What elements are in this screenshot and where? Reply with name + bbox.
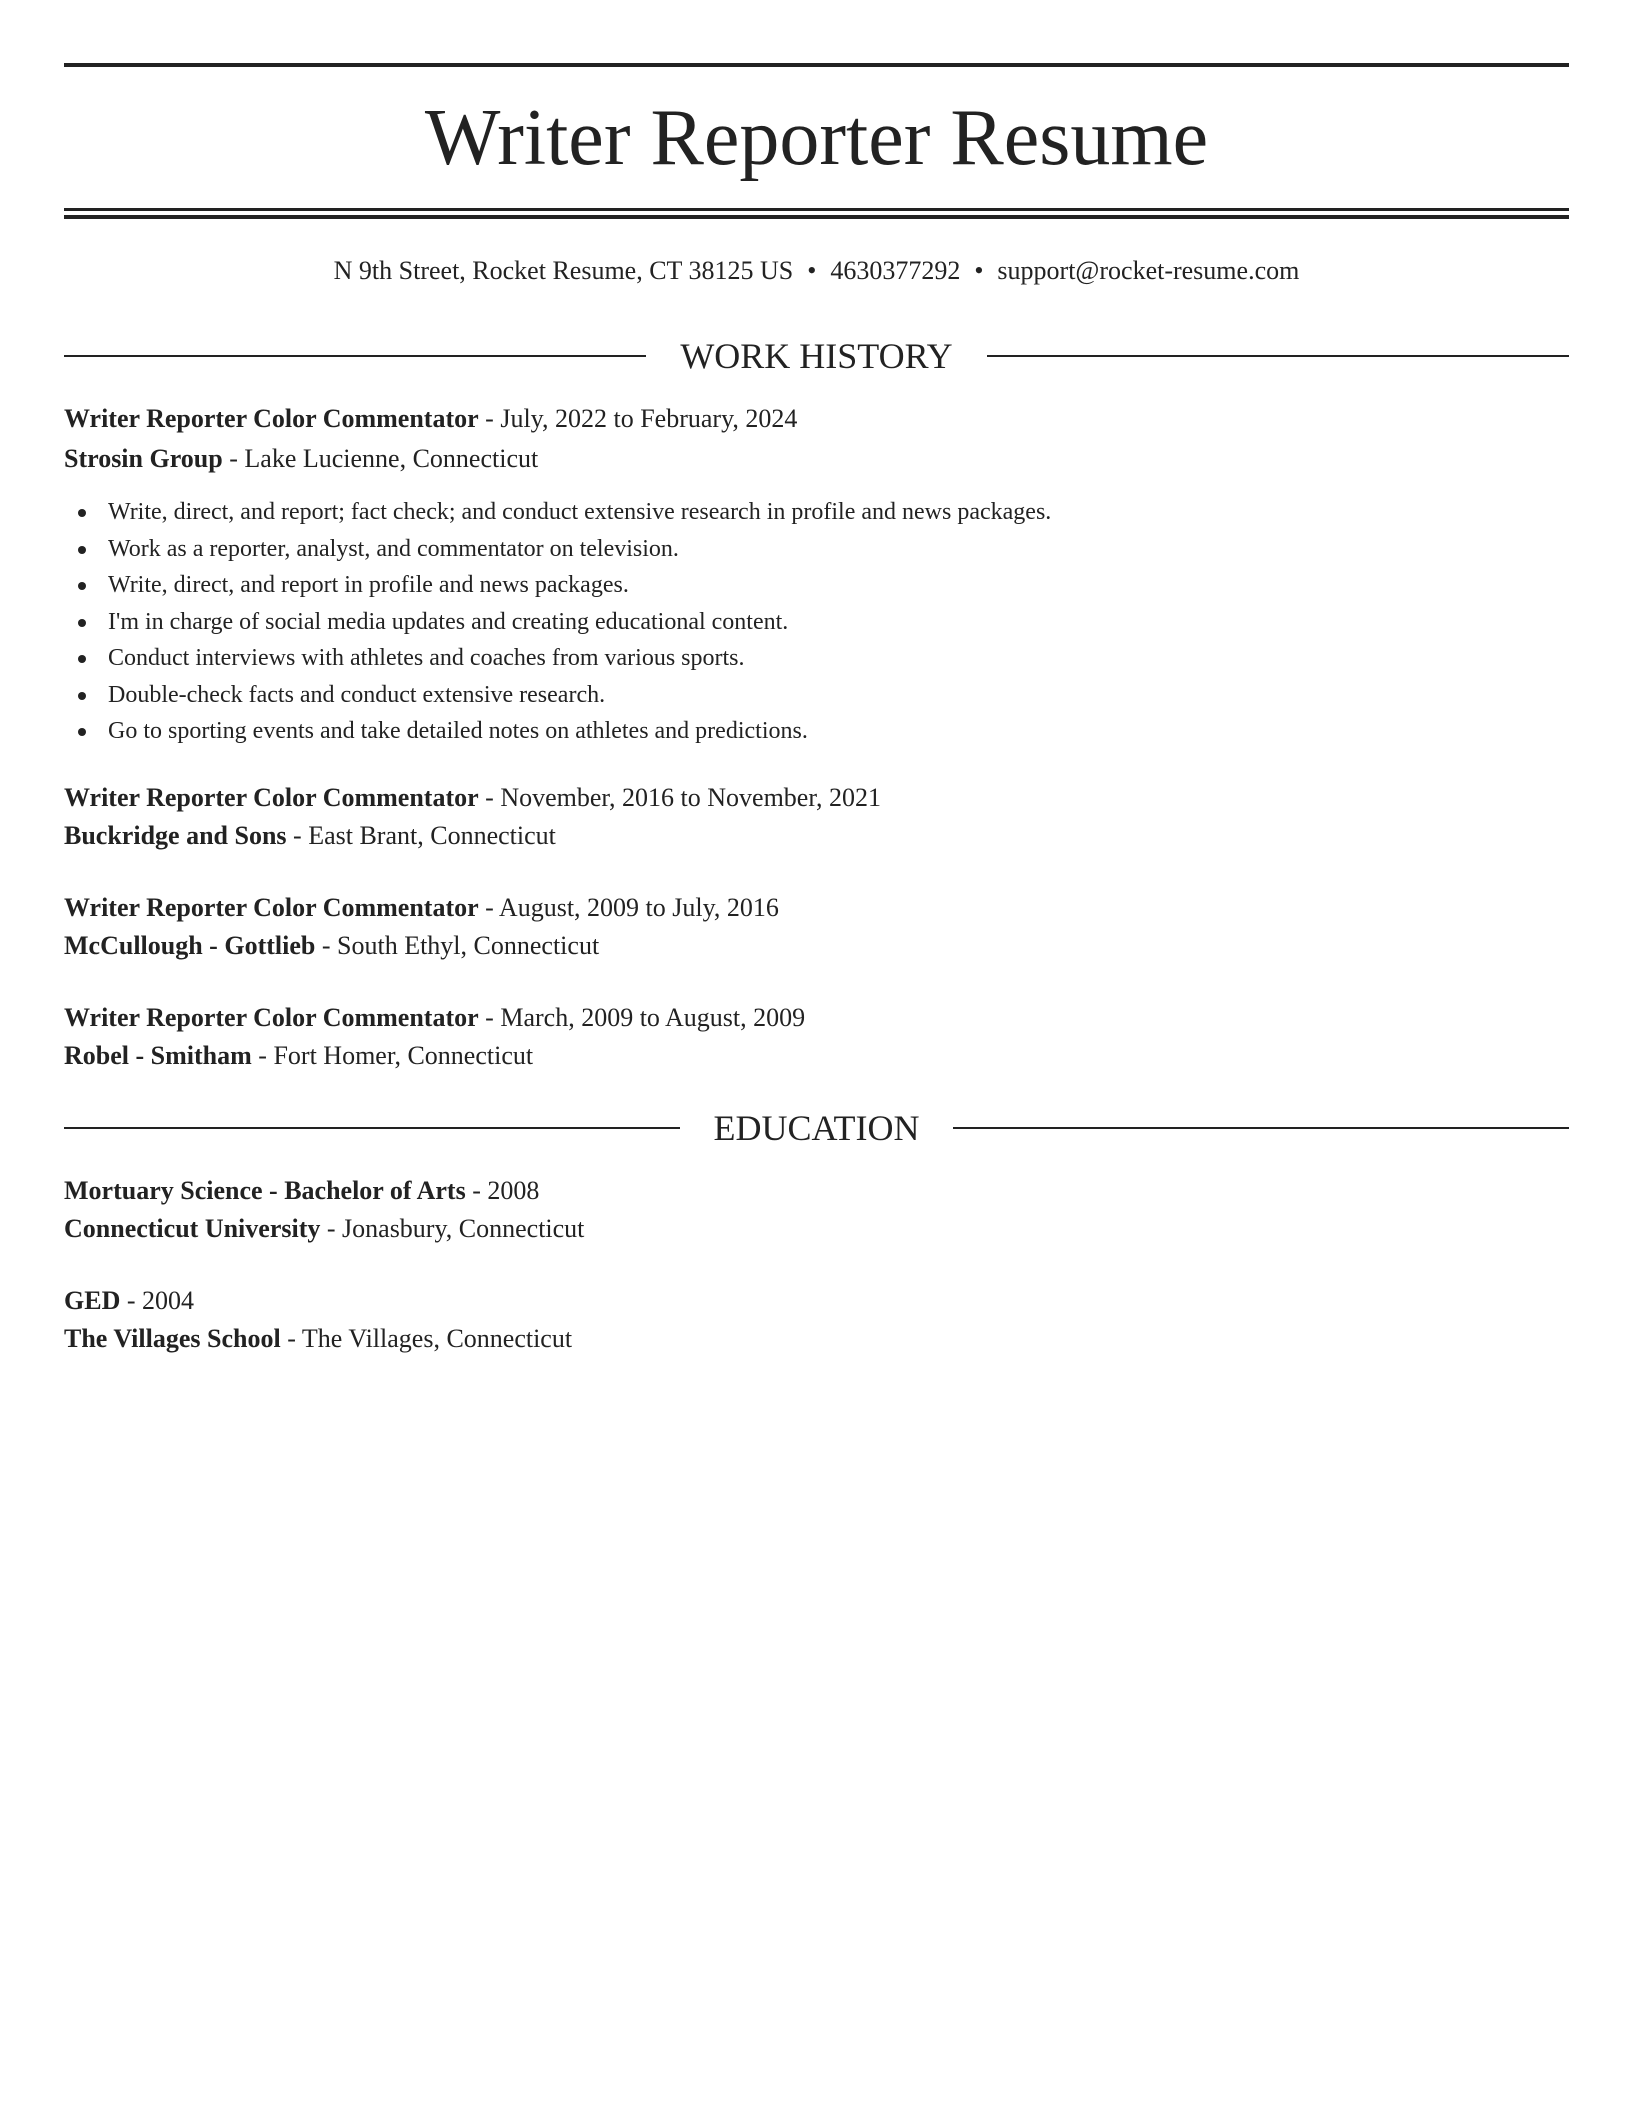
bullet-text: Go to sporting events and take detailed notes on athletes and predictions. [108, 718, 808, 744]
job-heading [64, 1000, 805, 1036]
job-location: Fort Homer, Connecticut [273, 1041, 534, 1070]
job-dates: November, 2016 to November, 2021 [500, 783, 881, 812]
section-title-education: EDUCATION [713, 1108, 920, 1148]
bullet-dot [78, 692, 86, 700]
job-title: Writer Reporter Color Commentator [64, 1003, 479, 1032]
job-employer-line [64, 1038, 533, 1074]
dash: - [485, 1003, 494, 1032]
education-degree: GED [64, 1286, 121, 1315]
dash: - [485, 404, 494, 433]
dash: - [472, 1176, 481, 1205]
dash: - [229, 444, 238, 473]
list-item [64, 604, 1051, 641]
header-double-rule-upper [64, 208, 1569, 211]
job-dates: August, 2009 to July, 2016 [498, 893, 779, 922]
bullet-text: I'm in charge of social media updates and creating educational content. [108, 608, 789, 635]
bullet-text: Write, direct, and report; fact check; and conduct extensive research in profile and news packages. [108, 499, 1052, 525]
education-location: The Villages, Connecticut [301, 1324, 573, 1353]
bullet-dot [78, 728, 86, 736]
job-employer-line [64, 818, 556, 854]
dash: - [326, 1214, 336, 1243]
job-heading [64, 780, 881, 816]
dash: - [258, 1041, 267, 1070]
contact-separator: • [807, 256, 817, 285]
job-heading [64, 890, 779, 926]
section-rule-right [987, 355, 1569, 357]
list-item [64, 531, 1051, 568]
job-employer: Robel - Smitham [64, 1041, 252, 1070]
dash: - [126, 1286, 136, 1315]
education-school-line [64, 1211, 584, 1247]
contact-address: N 9th Street, Rocket Resume, CT 38125 US [333, 256, 794, 285]
list-item [64, 567, 1051, 604]
list-item [64, 713, 1051, 750]
bullet-dot [78, 619, 86, 627]
bullet-dot [78, 582, 86, 590]
job-employer-line [64, 441, 538, 477]
bullet-text: Conduct interviews with athletes and coaches from various sports. [108, 645, 745, 671]
job-title: Writer Reporter Color Commentator [64, 893, 479, 922]
bullet-text: Write, direct, and report in profile and news packages. [108, 572, 629, 598]
section-header-education [64, 1106, 1569, 1150]
list-item [64, 494, 1051, 531]
section-header-work-history [64, 334, 1569, 378]
job-employer: Strosin Group [64, 444, 223, 473]
education-year: 2004 [142, 1286, 195, 1315]
section-title-work-history: WORK HISTORY [680, 336, 953, 376]
dash: - [485, 893, 494, 922]
job-title: Writer Reporter Color Commentator [64, 783, 479, 812]
job-employer: McCullough - Gottlieb [64, 931, 316, 960]
education-degree: Mortuary Science - Bachelor of Arts [64, 1176, 466, 1205]
job-bullet-list [64, 494, 1051, 750]
bullet-dot [78, 655, 86, 663]
dash: - [287, 1324, 296, 1353]
contact-line [64, 253, 1569, 289]
education-school: Connecticut University [64, 1214, 321, 1243]
job-dates: July, 2022 to February, 2024 [500, 404, 798, 433]
contact-separator: • [974, 256, 984, 285]
job-employer: Buckridge and Sons [64, 821, 287, 850]
list-item [64, 677, 1051, 714]
contact-phone: 4630377292 [830, 256, 961, 285]
dash: - [293, 821, 302, 850]
contact-email: support@rocket-resume.com [997, 256, 1300, 285]
job-location: South Ethyl, Connecticut [337, 931, 600, 960]
bullet-dot [78, 509, 86, 517]
education-school-line [64, 1321, 572, 1357]
list-item [64, 640, 1051, 677]
job-location: East Brant, Connecticut [308, 821, 556, 850]
job-dates: March, 2009 to August, 2009 [500, 1003, 806, 1032]
education-heading [64, 1283, 194, 1319]
dash: - [321, 931, 331, 960]
header-double-rule-lower [64, 215, 1569, 219]
bullet-text: Double-check facts and conduct extensive research. [108, 681, 606, 708]
section-rule-right [953, 1127, 1569, 1129]
job-location: Lake Lucienne, Connecticut [244, 444, 539, 473]
resume-title: Writer Reporter Resume [424, 94, 1209, 182]
education-year: 2008 [487, 1176, 540, 1205]
education-school: The Villages School [64, 1324, 281, 1353]
job-title: Writer Reporter Color Commentator [64, 404, 479, 433]
job-heading [64, 401, 797, 437]
dash: - [485, 783, 494, 812]
bullet-dot [78, 546, 86, 554]
education-heading [64, 1173, 539, 1209]
header-top-rule [64, 63, 1569, 67]
bullet-text: Work as a reporter, analyst, and commentator on television. [108, 535, 679, 562]
job-employer-line [64, 928, 599, 964]
education-location: Jonasbury, Connecticut [342, 1214, 585, 1243]
